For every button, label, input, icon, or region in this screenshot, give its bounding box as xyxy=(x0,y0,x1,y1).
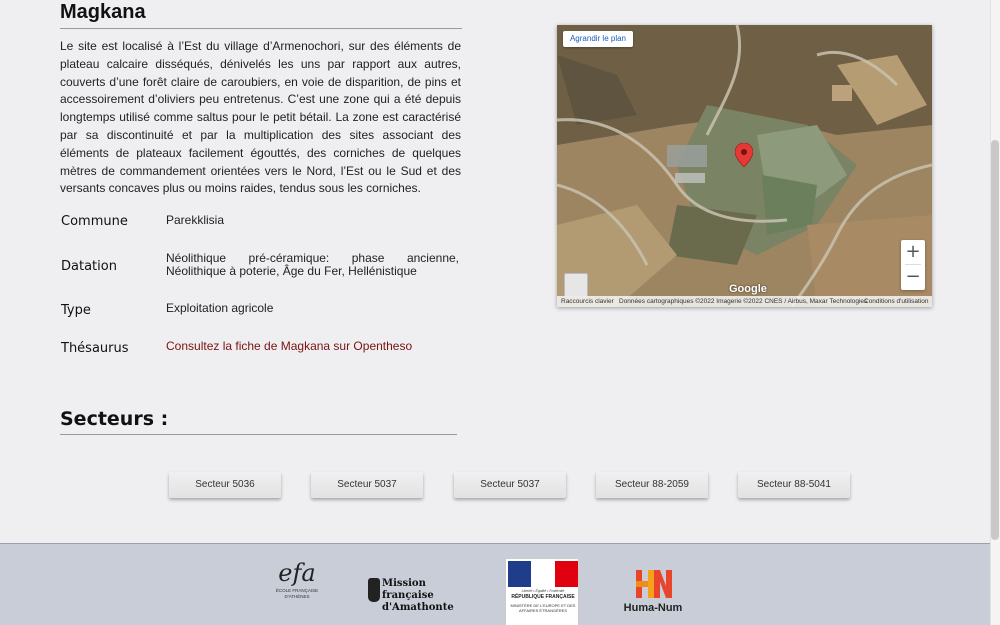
zoom-out-button[interactable]: − xyxy=(905,266,921,287)
mission-amathonte-text xyxy=(382,578,468,614)
sector-button-88-5041[interactable]: Secteur 88-5041 xyxy=(738,472,850,498)
info-label: Commune xyxy=(61,214,128,229)
republique-francaise-logo[interactable] xyxy=(505,558,579,625)
efa-subtitle: ÉCOLE FRANÇAISE D'ATHÈNES xyxy=(275,588,319,599)
info-value: Néolithique pré-céramique: phase ancienne, Néolithique à poterie, Âge du Fer, Hellénistique xyxy=(166,251,459,278)
huma-num-logo[interactable] xyxy=(618,566,688,616)
site-description: Le site est localisé à l’Est du village d’Armenochori, sur des éléments de plateau calcaire disséqués, dénivelés les uns par rapport aux autres, couverts d’une forêt claire de caroubiers, en voie de disparition, de pins et accessoirement d’oliviers peu entretenus. C’est une zone qui a été depuis longtemps utilisé comme saltus pour le petit bétail. La zone est caractérisé par sa discontinuité et par la multiplication des sites associant des éléments de plateaux facilement égouttés, des corniches de quelques mètres de commandement orientées vers le Nord, l’Est ou le Sud et des versants concaves plus ou moins raides, tendus sous les corniches. xyxy=(60,39,461,196)
map-zoom-control xyxy=(901,240,925,290)
scrollbar-thumb[interactable] xyxy=(991,140,999,540)
info-value: Parekklisia xyxy=(166,213,225,227)
sector-button-88-2059[interactable]: Secteur 88-2059 xyxy=(596,472,708,498)
sector-button-5037[interactable]: Secteur 5037 xyxy=(311,472,423,498)
street-view-icon[interactable] xyxy=(564,273,588,297)
efa-mark: efa xyxy=(278,559,316,587)
info-label: Datation xyxy=(61,259,117,274)
sector-button-5037-b[interactable]: Secteur 5037 xyxy=(454,472,566,498)
terms-link[interactable]: Conditions d'utilisation xyxy=(864,298,929,305)
keyboard-shortcuts-link[interactable]: Raccourcis clavier xyxy=(561,298,614,305)
efa-logo[interactable] xyxy=(268,558,326,614)
mfa-line-1: Mission française xyxy=(382,578,434,601)
site-title: Magkana xyxy=(60,0,462,29)
scrollbar[interactable] xyxy=(990,0,1000,625)
enlarge-map-button[interactable]: Agrandir le plan xyxy=(563,31,633,47)
rf-name: RÉPUBLIQUE FRANÇAISE xyxy=(511,594,575,600)
map-credits: Données cartographiques ©2022 Imagerie ©2022 CNES / Airbus, Maxar Technologies xyxy=(619,298,868,305)
map-footer xyxy=(557,296,932,307)
info-label: Thésaurus xyxy=(61,341,129,356)
mission-amathonte-logo[interactable] xyxy=(368,576,468,613)
zoom-in-button[interactable]: + xyxy=(905,241,921,262)
satellite-map[interactable] xyxy=(557,25,932,307)
sector-button-5036[interactable]: Secteur 5036 xyxy=(169,472,281,498)
opentheso-link[interactable]: Consultez la fiche de Magkana sur Opentheso xyxy=(166,339,413,353)
rf-ministry: MINISTÈRE DE L'EUROPE ET DES AFFAIRES ÉTRANGÈRES xyxy=(510,603,576,613)
info-label: Type xyxy=(61,303,91,318)
google-logo: Google xyxy=(729,283,767,295)
location-marker-icon[interactable] xyxy=(735,143,753,167)
rf-motto: Liberté • Égalité • Fraternité xyxy=(521,589,565,593)
info-value: Exploitation agricole xyxy=(166,301,274,315)
footer xyxy=(0,543,990,625)
sectors-title: Secteurs : xyxy=(60,408,457,435)
mfa-line-2: d'Amathonte xyxy=(382,602,454,613)
amathonte-crest-icon xyxy=(368,578,380,602)
huma-num-text: Huma-Num xyxy=(623,602,683,614)
huma-num-mark-icon xyxy=(634,568,672,600)
marianne-flag-icon xyxy=(508,561,578,587)
